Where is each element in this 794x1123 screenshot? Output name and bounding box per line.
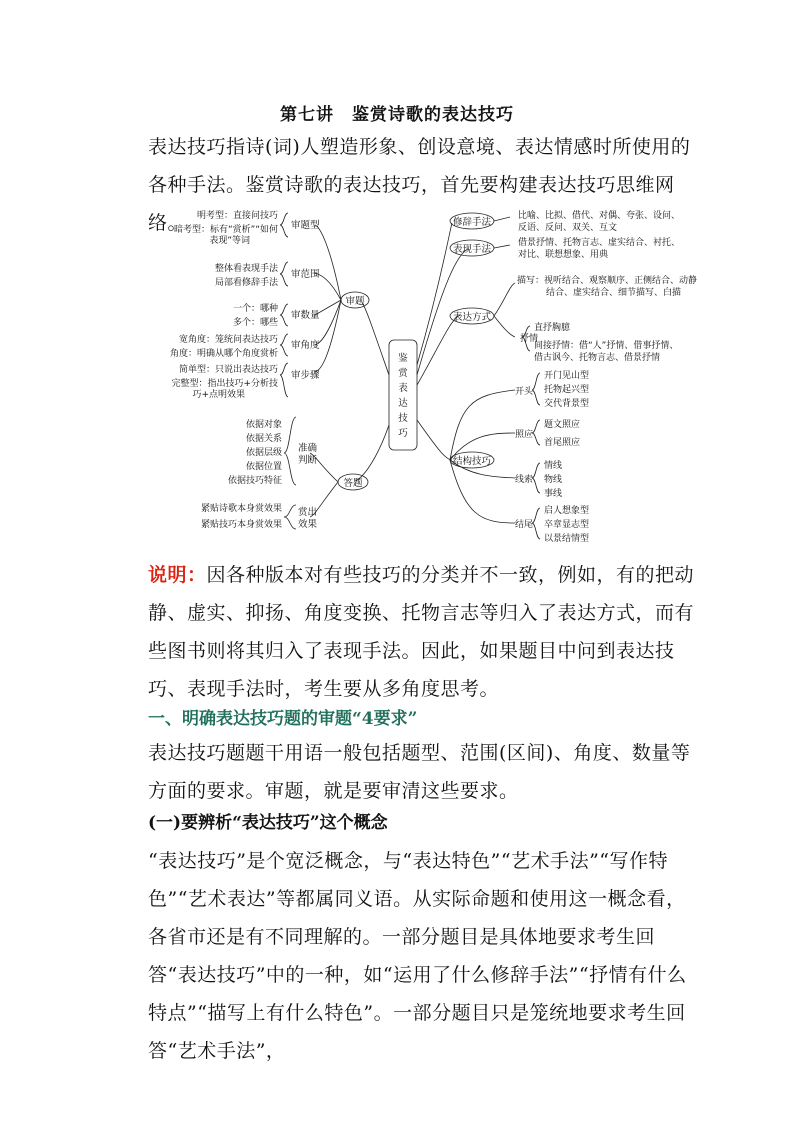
text-item: 暗考型：标有“赏析”“如何	[174, 225, 278, 235]
text-item: 紧贴技巧本身赏效果	[200, 520, 282, 530]
text-item: 表现”等词	[209, 236, 250, 246]
text-item: 依据技巧特征	[227, 476, 282, 486]
node-dati: 答题	[343, 478, 363, 489]
node-xiuci: 修辞手法	[452, 217, 492, 228]
label-panduan: 判断	[298, 455, 318, 466]
text-item: 启人想象型	[544, 506, 590, 516]
text-item: 题文照应	[544, 420, 581, 430]
label-shangchu: 赏出	[298, 507, 318, 518]
label-fanwei: 审范围	[291, 269, 320, 280]
text-item: 交代背景型	[544, 399, 590, 409]
text-item: 窄角度：明确从哪个角度赏析	[170, 349, 278, 359]
page-title: 第七讲 鉴赏诗歌的表达技巧	[280, 105, 514, 125]
note-text: 因各种版本对有些技巧的分类并不一致，例如，有的把动静、虚实、抑扬、角度变换、托物言志等归入了表达方式，而有些图书则将其归入了表现手法。因此，如果题目中问到表达技巧、表现手法时，考生要从多角度思考。	[148, 564, 695, 700]
text-item: 宽角度：笼统问表达技巧	[178, 335, 278, 345]
text-item: 托物起兴型	[544, 385, 590, 395]
text-item: 卒章显志型	[544, 520, 590, 530]
note-paragraph	[148, 556, 696, 708]
label-xiansuo: 线索	[515, 475, 534, 485]
label-zhaoying: 照应	[515, 430, 534, 440]
text-item: 结合、虚实结合、细节描写、白描	[546, 288, 682, 298]
center-char: 巧	[398, 428, 408, 439]
label-buzhou: 审步骤	[291, 370, 320, 381]
node-jiegou: 结构技巧	[452, 456, 492, 467]
text-item: 依据对象	[245, 420, 282, 430]
text-item: 巧+点明效果	[192, 390, 245, 400]
text-item: 明考型：直接问技巧	[196, 211, 278, 221]
text-item: 以景结情型	[544, 534, 590, 544]
intro-paragraph: 表达技巧指诗(词)人塑造形象、创设意境、表达情感时所使用的各种手法。鉴赏诗歌的表达技巧，首先要构建表达技巧思维网络。	[148, 136, 691, 234]
text-item: 借景抒情、托物言志、虚实结合、衬托、	[518, 238, 681, 248]
paragraph-2: 表达技巧题题干用语一般包括题型、范围(区间)、角度、数量等方面的要求。审题，就是要审清这些要求。	[148, 742, 691, 802]
text-item: 比喻、比拟、借代、对偶、夸张、设问、	[518, 211, 681, 221]
text-item: 情线	[544, 461, 563, 471]
section-heading-2: (一)要辨析“表达技巧”这个概念	[148, 813, 388, 833]
label-jiaodu: 审角度	[291, 340, 320, 351]
text-item: 事线	[544, 489, 563, 499]
text-item: 直抒胸臆	[534, 323, 571, 333]
text-item: 整体看表现手法	[214, 264, 278, 274]
text-item: 对比、联想想象、用典	[518, 250, 609, 260]
text-item: 完整型：指出技巧+分析技	[171, 379, 278, 389]
label-shuliang: 审数量	[291, 310, 320, 321]
text-item: 首尾照应	[544, 438, 581, 448]
text-item: 局部看修辞手法	[214, 278, 278, 288]
mind-map	[170, 205, 710, 550]
label-shangchu: 效果	[298, 519, 318, 530]
center-char: 技	[398, 413, 408, 424]
paragraph-3: “表达技巧”是个宽泛概念，与“表达特色”“艺术手法”“写作特色”“艺术表达”等都属同义语。从实际命题和使用这一概念看，各省市还是有不同理解的。一部分题目是具体地要求考生回答“表达技巧”中的一种，如“运用了什么修辞手法”“抒情有什么特点”“描写上有什么特色”。一部分题目只是笼统地要求考生回答“艺术手法”，	[148, 850, 687, 1062]
section-heading-1: 一、明确表达技巧题的审题“4要求”	[148, 709, 418, 729]
text-item: 开门见山型	[544, 371, 590, 381]
text-item: 紧贴诗歌本身赏效果	[200, 504, 282, 514]
text-item: 反语、反问、双关、互文	[518, 223, 618, 233]
text-item: 借古讽今、托物言志、借景抒情	[534, 353, 661, 363]
center-char: 鉴	[398, 353, 408, 364]
node-shenti: 审题	[345, 296, 365, 307]
text-item: 一个：哪种	[232, 304, 278, 314]
label-kaitou: 开头	[515, 387, 534, 397]
node-fangshi: 表达方式	[452, 312, 492, 323]
mind-map-svg	[170, 205, 710, 550]
label-tixing: 审题型	[291, 220, 320, 231]
text-item: 简单型：只说出表达技巧	[178, 365, 278, 375]
text-item: 描写：视听结合、观察顺序、正侧结合、动静	[517, 276, 698, 286]
text-item: 间接抒情：借“人”抒情、借事抒情、	[534, 341, 679, 351]
text-item: 依据关系	[245, 434, 282, 444]
text-item: 物线	[544, 475, 563, 485]
text-item: 依据位置	[245, 462, 282, 472]
center-char: 达	[398, 398, 408, 409]
center-char: 赏	[398, 368, 408, 379]
node-biaoxian: 表现手法	[452, 244, 492, 255]
note-label: 说明：	[148, 564, 207, 586]
label-panduan: 准确	[298, 443, 318, 454]
text-item: 依据层级	[245, 448, 282, 458]
text-item: 多个：哪些	[232, 318, 278, 328]
label-jiewei: 结尾	[515, 520, 534, 530]
center-char: 表	[398, 383, 408, 394]
label-shuqing: 抒情	[520, 334, 539, 344]
